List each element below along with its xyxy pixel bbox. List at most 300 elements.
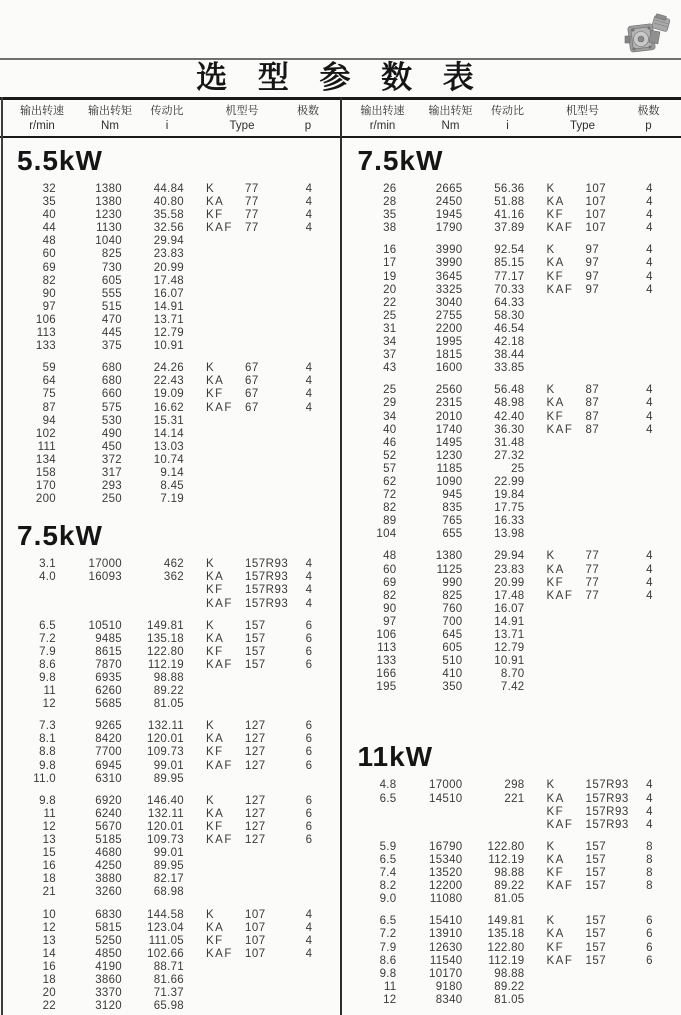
speed-cell: 9.8 (39, 672, 56, 684)
table-row (0, 808, 341, 821)
table-row (341, 450, 681, 463)
speed-cell: 170 (35, 480, 56, 493)
table-row (341, 655, 681, 668)
size-cell: 87 (585, 384, 600, 397)
poles-cell (302, 493, 316, 506)
type-cell (184, 847, 244, 860)
size-cell (244, 974, 302, 987)
torque-cell: 11540 (429, 954, 463, 967)
ratio-cell: 36.30 (494, 423, 525, 436)
torque-cell (397, 806, 463, 819)
type-cell: KA (546, 563, 565, 576)
ratio-cell: 13.98 (494, 528, 525, 541)
type-cell: KAF (206, 834, 233, 847)
torque-cell (56, 598, 122, 611)
size-cell: 157R93 (585, 818, 629, 831)
type-cell: K (546, 915, 556, 928)
poles-cell: 4 (646, 410, 653, 423)
size-cell (244, 327, 302, 340)
speed-cell (10, 584, 56, 597)
ratio-cell: 362 (163, 571, 184, 584)
ratio-cell: 98.88 (494, 867, 525, 880)
poles-cell (643, 323, 657, 336)
ratio-cell: 71.37 (153, 987, 184, 1000)
speed-cell: 44 (42, 222, 56, 235)
ratio-cell: 13.71 (494, 629, 525, 641)
poles-cell (643, 528, 657, 541)
type-cell: K (546, 244, 556, 257)
speed-cell: 26 (383, 183, 397, 195)
speed-cell: 18 (42, 873, 56, 886)
table-row (0, 948, 341, 961)
size-cell: 157R93 (585, 792, 629, 805)
speed-cell: 29 (383, 397, 397, 410)
table-row (0, 275, 341, 288)
poles-cell: 4 (646, 183, 653, 195)
size-cell: 97 (585, 270, 600, 283)
torque-cell: 1380 (95, 183, 122, 195)
speed-cell: 87 (42, 401, 56, 414)
torque-cell: 11080 (429, 893, 463, 906)
ratio-cell: 15.31 (153, 414, 184, 427)
poles-cell (302, 235, 316, 248)
table-row (341, 397, 681, 410)
data-block (341, 915, 681, 1007)
ratio-cell: 16.07 (494, 602, 525, 615)
ratio-cell: 98.88 (153, 672, 184, 684)
speed-cell: 97 (42, 300, 56, 313)
table-body (0, 138, 681, 1015)
torque-cell: 1740 (435, 423, 463, 436)
speed-cell: 35 (383, 209, 397, 222)
torque-cell: 10510 (88, 619, 122, 632)
table-row (0, 183, 341, 196)
speed-cell: 31 (383, 322, 397, 335)
power-section (341, 742, 681, 1007)
type-cell: KF (546, 576, 565, 589)
ratio-cell: 149.81 (147, 619, 184, 632)
ratio-cell: 89.95 (153, 860, 184, 873)
ratio-cell: 38.44 (494, 349, 525, 362)
poles-cell (643, 362, 657, 375)
ratio-cell: 68.98 (153, 886, 184, 899)
power-section (0, 521, 341, 1013)
size-cell: 77 (585, 563, 600, 576)
table-row (341, 577, 681, 590)
speed-cell: 69 (42, 261, 56, 274)
type-cell: KF (546, 941, 565, 954)
speed-cell: 90 (42, 287, 56, 300)
ratio-cell: 85.15 (494, 257, 525, 270)
torque-cell: 3880 (95, 873, 122, 886)
table-row (341, 222, 681, 235)
data-block (341, 384, 681, 541)
poles-cell: 4 (305, 401, 313, 414)
type-cell: KA (546, 792, 565, 805)
ratio-cell: 48.98 (494, 397, 525, 410)
poles-cell: 6 (646, 954, 653, 967)
speed-cell: 22 (383, 296, 397, 309)
ratio-cell: 135.18 (147, 632, 184, 645)
speed-cell: 82 (383, 589, 397, 602)
table-row (341, 564, 681, 577)
speed-cell (10, 598, 56, 611)
data-block (0, 909, 341, 1014)
table-row (0, 974, 341, 987)
type-cell: KA (206, 921, 225, 934)
speed-cell: 48 (383, 550, 397, 563)
table-row (341, 590, 681, 603)
size-cell: 157R93 (245, 597, 289, 610)
type-cell: K (206, 362, 216, 375)
torque-cell: 490 (101, 427, 122, 440)
speed-cell: 64 (42, 375, 56, 388)
torque-cell: 2450 (435, 196, 463, 209)
table-row (341, 550, 681, 563)
size-cell: 157 (245, 632, 266, 645)
table-row (341, 668, 681, 681)
table-row (341, 867, 681, 880)
size-cell: 127 (245, 759, 266, 772)
poles-cell: 4 (646, 423, 653, 436)
ratio-cell: 81.05 (153, 698, 184, 711)
torque-cell: 4680 (95, 847, 122, 860)
size-cell: 157 (245, 645, 266, 658)
table-row (0, 196, 341, 209)
size-cell: 127 (245, 746, 266, 759)
size-cell (244, 275, 302, 288)
type-cell (525, 629, 585, 642)
speed-cell: 8.2 (379, 880, 397, 893)
type-cell (184, 961, 244, 974)
torque-cell: 825 (442, 589, 463, 602)
torque-cell: 515 (101, 300, 122, 313)
type-cell (184, 773, 244, 786)
speed-cell: 3.1 (39, 558, 56, 571)
size-cell (585, 528, 643, 541)
type-cell: KAF (206, 658, 233, 671)
poles-cell (302, 873, 316, 886)
poles-cell: 4 (305, 558, 313, 571)
header-col-type (196, 104, 288, 136)
power-heading: 11kW (357, 741, 434, 773)
poles-cell (302, 480, 316, 493)
size-cell: 97 (585, 283, 600, 296)
header-label: 机型号 (566, 105, 599, 117)
table-row (341, 244, 681, 257)
torque-cell: 760 (442, 602, 463, 615)
speed-cell: 25 (383, 384, 397, 397)
type-cell (525, 515, 585, 528)
poles-cell: 6 (305, 794, 313, 807)
type-cell (184, 275, 244, 288)
size-cell: 107 (245, 934, 266, 947)
speed-cell: 7.2 (379, 928, 397, 941)
type-cell (184, 428, 244, 441)
speed-cell: 20 (42, 987, 56, 1000)
poles-cell (643, 310, 657, 323)
ratio-cell: 112.19 (147, 658, 184, 671)
poles-cell (643, 450, 657, 463)
size-cell (244, 1000, 302, 1013)
speed-cell: 22 (42, 1000, 56, 1013)
ratio-cell: 13.03 (153, 440, 184, 453)
table-row (0, 821, 341, 834)
type-cell: KA (206, 571, 225, 584)
speed-cell: 134 (35, 453, 56, 466)
table-row (341, 942, 681, 955)
size-cell: 107 (585, 183, 607, 195)
torque-cell: 6260 (95, 685, 122, 698)
size-cell: 107 (585, 222, 607, 235)
type-cell (525, 336, 585, 349)
size-cell (244, 860, 302, 873)
poles-cell: 6 (305, 807, 313, 820)
table-row (341, 437, 681, 450)
ratio-cell: 16.07 (153, 287, 184, 300)
speed-cell: 16 (42, 860, 56, 873)
speed-cell: 52 (383, 449, 397, 462)
size-cell: 157 (585, 954, 607, 967)
size-cell: 97 (585, 257, 600, 270)
poles-cell (302, 248, 316, 261)
torque-cell: 1125 (436, 563, 463, 576)
header-col-torque (423, 104, 479, 136)
header-unit: Nm (441, 120, 460, 132)
speed-cell: 16 (42, 960, 56, 973)
ratio-cell: 122.80 (487, 840, 525, 853)
speed-cell: 104 (376, 528, 397, 541)
header-col-speed (343, 104, 423, 136)
size-cell (585, 616, 643, 629)
speed-cell: 12 (42, 698, 56, 711)
header-label: 输出转速 (20, 105, 64, 117)
type-cell: K (206, 908, 216, 921)
torque-cell: 1380 (95, 196, 122, 209)
power-heading: 5.5kW (17, 145, 103, 176)
speed-cell: 82 (42, 274, 56, 287)
speed-cell: 8.6 (379, 954, 397, 967)
torque-cell: 510 (442, 655, 463, 668)
size-cell (585, 437, 643, 450)
table-row (341, 616, 681, 629)
torque-cell: 16093 (88, 571, 122, 584)
size-cell: 97 (585, 244, 600, 257)
torque-cell: 7700 (95, 746, 122, 759)
type-cell: KF (546, 270, 565, 283)
size-cell: 77 (585, 550, 600, 563)
ratio-cell: 122.80 (487, 941, 525, 954)
size-cell (585, 515, 643, 528)
type-cell: KF (206, 645, 224, 658)
speed-cell: 46 (383, 436, 397, 449)
ratio-cell: 77.17 (494, 270, 525, 283)
type-cell: KAF (546, 818, 574, 831)
torque-cell: 3370 (95, 987, 122, 1000)
poles-cell (302, 441, 316, 454)
torque-cell: 410 (442, 668, 463, 681)
type-cell: KAF (546, 880, 574, 893)
speed-cell: 40 (42, 209, 56, 222)
poles-cell (302, 685, 316, 698)
table-row (0, 795, 341, 808)
torque-cell: 17000 (88, 558, 122, 571)
poles-cell: 4 (646, 397, 653, 410)
ratio-cell: 82.17 (153, 873, 184, 886)
poles-cell: 4 (305, 209, 313, 222)
type-cell (525, 603, 585, 616)
ratio-cell: 14.14 (153, 427, 184, 440)
type-cell (184, 873, 244, 886)
table-row (341, 779, 681, 792)
size-cell (244, 987, 302, 1000)
table-row (0, 672, 341, 685)
table-row (0, 620, 341, 633)
torque-cell: 12200 (429, 880, 463, 893)
ratio-cell: 19.84 (494, 489, 525, 502)
ratio-cell (463, 806, 525, 819)
header-col-ratio (138, 104, 196, 136)
table-row (341, 880, 681, 893)
size-cell (585, 450, 643, 463)
type-cell: KF (546, 867, 565, 880)
torque-cell: 7870 (95, 658, 122, 671)
poles-cell (643, 349, 657, 362)
speed-cell: 6.5 (39, 619, 56, 632)
poles-cell: 4 (305, 908, 313, 921)
ratio-cell: 33.85 (494, 362, 525, 375)
poles-cell: 4 (646, 270, 653, 283)
torque-cell: 5685 (95, 698, 122, 711)
type-cell: KAF (546, 283, 574, 296)
speed-cell: 60 (42, 248, 56, 261)
poles-cell (643, 489, 657, 502)
ratio-cell: 120.01 (147, 733, 184, 746)
size-cell: 157R93 (245, 571, 289, 584)
speed-cell: 11 (43, 685, 56, 698)
power-heading: 7.5kW (357, 145, 444, 176)
ratio-cell: 19.09 (153, 388, 184, 401)
ratio-cell: 99.01 (153, 759, 184, 772)
ratio-cell: 89.95 (153, 772, 184, 785)
poles-cell (643, 297, 657, 310)
header-col-ratio (479, 104, 537, 136)
size-cell (244, 262, 302, 275)
ratio-cell: 29.94 (494, 550, 525, 563)
torque-cell: 6240 (95, 807, 122, 820)
torque-cell: 3990 (435, 244, 463, 257)
poles-cell (302, 415, 316, 428)
type-cell (525, 994, 585, 1007)
table-row (341, 463, 681, 476)
table-row (0, 235, 341, 248)
table-header-left (0, 100, 341, 136)
data-block (0, 558, 341, 610)
table-row (0, 402, 341, 415)
ratio-cell: 16.33 (494, 515, 525, 528)
type-cell (184, 248, 244, 261)
ratio-cell: 7.19 (160, 493, 184, 506)
ratio-cell: 42.40 (494, 410, 525, 423)
type-cell: KA (546, 928, 565, 941)
poles-cell: 4 (646, 589, 653, 602)
poles-cell (302, 698, 316, 711)
ratio-cell: 29.94 (153, 235, 184, 248)
speed-cell: 11.0 (33, 772, 56, 785)
type-cell (525, 476, 585, 489)
ratio-cell (463, 819, 525, 832)
poles-cell: 6 (646, 928, 653, 941)
poles-cell: 4 (646, 384, 653, 397)
size-cell: 157 (585, 941, 607, 954)
poles-cell (302, 454, 316, 467)
torque-cell: 3645 (435, 270, 463, 283)
size-cell: 127 (245, 733, 266, 746)
header-col-poles (629, 104, 669, 136)
table-row (0, 659, 341, 672)
poles-cell (643, 502, 657, 515)
table-row (0, 720, 341, 733)
table-row (341, 515, 681, 528)
header-unit: Type (570, 120, 595, 132)
type-cell (525, 437, 585, 450)
size-cell (244, 773, 302, 786)
poles-cell (643, 968, 657, 981)
table-row (0, 467, 341, 480)
table-row (341, 528, 681, 541)
ratio-cell: 146.40 (147, 794, 184, 807)
type-cell (184, 415, 244, 428)
table-row (0, 598, 341, 611)
ratio-cell: 64.33 (494, 296, 525, 309)
ratio-cell: 25 (511, 462, 525, 475)
speed-cell: 82 (383, 502, 397, 515)
size-cell (244, 301, 302, 314)
type-cell: K (206, 619, 216, 632)
table-row (0, 935, 341, 948)
header-unit: r/min (369, 120, 396, 132)
torque-cell: 470 (101, 313, 122, 326)
speed-cell: 111 (37, 440, 56, 453)
speed-cell: 18 (42, 973, 56, 986)
torque-cell: 680 (101, 362, 122, 375)
table-row (341, 603, 681, 616)
type-cell (525, 450, 585, 463)
speed-cell: 97 (383, 615, 397, 628)
ratio-cell: 58.30 (494, 309, 525, 322)
torque-cell: 372 (101, 453, 122, 466)
ratio-cell: 462 (163, 558, 184, 571)
torque-cell: 5670 (95, 820, 122, 833)
header-label: 输出转矩 (88, 105, 132, 117)
torque-cell: 555 (101, 287, 122, 300)
table-row (0, 428, 341, 441)
poles-cell: 4 (646, 550, 653, 563)
torque-cell: 3040 (435, 296, 463, 309)
table-row (0, 746, 341, 759)
ratio-cell: 120.01 (147, 820, 184, 833)
type-cell (184, 441, 244, 454)
size-cell: 67 (245, 401, 259, 414)
table-row (0, 1000, 341, 1013)
table-row (0, 248, 341, 261)
poles-cell: 6 (646, 915, 653, 928)
ratio-cell: 46.54 (494, 322, 525, 335)
ratio-cell: 99.01 (153, 847, 184, 860)
poles-cell: 4 (305, 597, 313, 610)
ratio-cell: 40.80 (153, 196, 184, 209)
type-cell: KAF (546, 954, 574, 967)
